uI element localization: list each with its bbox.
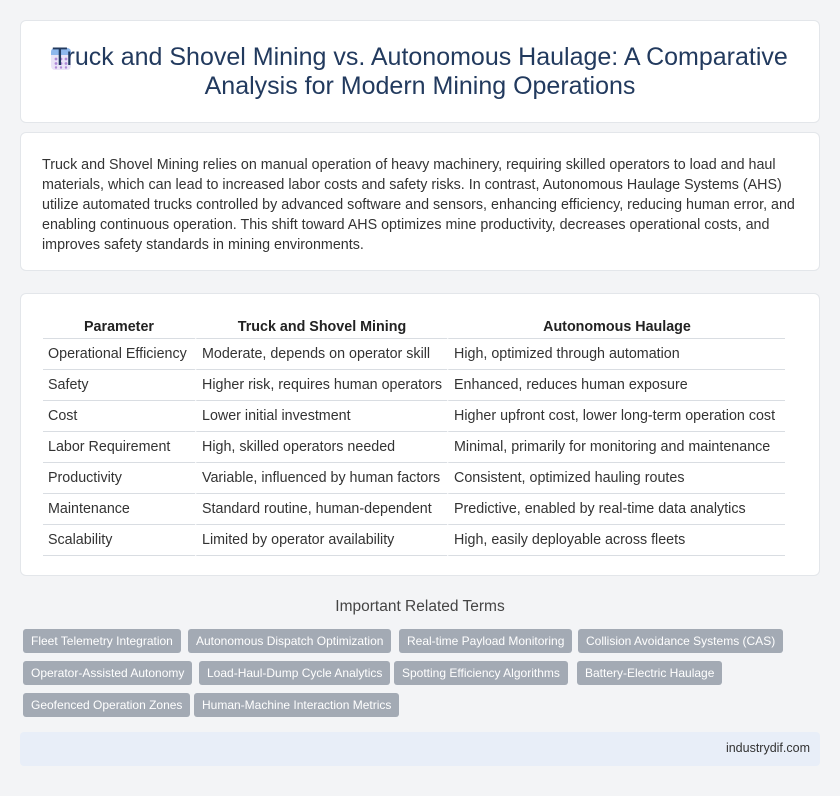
table-row (43, 525, 785, 556)
table-cell: Higher upfront cost, lower long-term operation cost (447, 401, 785, 432)
tag-link[interactable]: Battery-Electric Haulage (577, 661, 722, 685)
table-row (43, 401, 785, 432)
table-cell: High, skilled operators needed (195, 432, 447, 463)
tag-link[interactable]: Fleet Telemetry Integration (23, 629, 181, 653)
intro-card (20, 132, 820, 271)
tag-link[interactable]: Real-time Payload Monitoring (399, 629, 572, 653)
comparison-table (43, 315, 785, 556)
table-cell: Variable, influenced by human factors (195, 463, 447, 494)
table-cell: Moderate, depends on operator skill (195, 339, 447, 370)
table-cell: Minimal, primarily for monitoring and maintenance (447, 432, 785, 463)
table-cell: Higher risk, requires human operators (195, 370, 447, 401)
table-cell: Labor Requirement (43, 432, 195, 463)
intro-paragraph: Truck and Shovel Mining relies on manual operation of heavy machinery, requiring skilled operators to load and haul materials, which can lead to increased labor costs and safety risks. In contrast, Autonomous Haulage Systems (AHS) utilize automated trucks controlled by advanced software and sensors, enhancing efficiency, reducing human error, and enabling continuous operation. This shift toward AHS optimizes mine productivity, decreases operational costs, and improves safety standards in mining environments. (42, 157, 795, 253)
tag-link[interactable]: Collision Avoidance Systems (CAS) (578, 629, 783, 653)
table-cell: Predictive, enabled by real-time data analytics (447, 494, 785, 525)
table-cell: Maintenance (43, 494, 195, 525)
column-header: Truck and Shovel Mining (195, 315, 447, 339)
comparison-table-card (20, 293, 820, 576)
table-cell: Limited by operator availability (195, 525, 447, 556)
table-cell: Cost (43, 401, 195, 432)
table-row (43, 370, 785, 401)
table-cell: Consistent, optimized hauling routes (447, 463, 785, 494)
page-title: Truck and Shovel Mining vs. Autonomous Haulage: A Comparative Analysis for Modern Mining Operations (52, 43, 788, 100)
footer (20, 732, 820, 766)
table-cell: Safety (43, 370, 195, 401)
table-cell: High, easily deployable across fleets (447, 525, 785, 556)
tag-link[interactable]: Operator-Assisted Autonomy (23, 661, 192, 685)
tag-link[interactable]: Geofenced Operation Zones (23, 693, 190, 717)
tag-link[interactable]: Autonomous Dispatch Optimization (188, 629, 391, 653)
table-cell: Productivity (43, 463, 195, 494)
column-header: Autonomous Haulage (447, 315, 785, 339)
related-terms-title: Important Related Terms (335, 598, 505, 615)
table-row (43, 494, 785, 525)
table-cell: Operational Efficiency (43, 339, 195, 370)
footer-site-link[interactable]: industrydif.com (725, 741, 810, 755)
table-row (43, 432, 785, 463)
table-cell: Lower initial investment (195, 401, 447, 432)
table-header-row (43, 315, 785, 339)
tag-link[interactable]: Load-Haul-Dump Cycle Analytics (199, 661, 390, 685)
table-cell: High, optimized through automation (447, 339, 785, 370)
tag-link[interactable]: Spotting Efficiency Algorithms (394, 661, 568, 685)
column-header: Parameter (43, 315, 195, 339)
table-row (43, 463, 785, 494)
tag-link[interactable]: Human-Machine Interaction Metrics (194, 693, 399, 717)
table-row (43, 339, 785, 370)
header-card (20, 20, 820, 123)
table-cell: Scalability (43, 525, 195, 556)
table-cell: Enhanced, reduces human exposure (447, 370, 785, 401)
table-cell: Standard routine, human-dependent (195, 494, 447, 525)
